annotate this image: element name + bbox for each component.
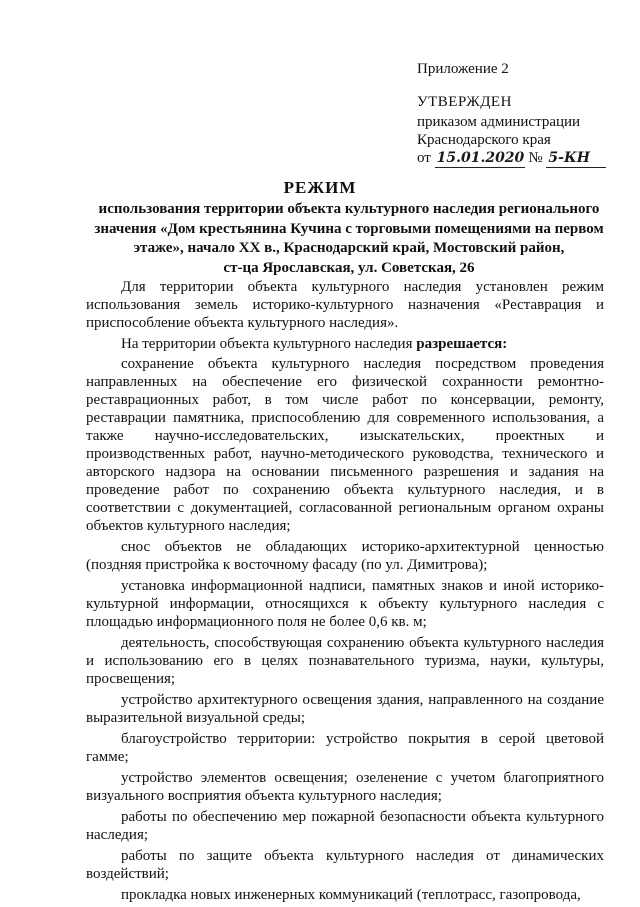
list-item: сохранение объекта культурного наследия посредством проведения направленных на обеспечение его физической сохранности ремонтно-реставрационных работ, в том числе работ по консервации, ремонту, реставрации памятника, приспособлению для современного использования, а также научно-исследовательских, изыскательских, проектных и производственных работ, научно-методического руководства, технического и авторского надзора на основании письменного разрешения и задания на проведение работ по сохранению объекта культурного наследия, и в соответствии с документацией, согласованной региональным органом охраны объектов культурного наследия; <box>86 356 604 534</box>
list-item: прокладка новых инженерных коммуникаций (теплотрасс, газопровода, <box>121 887 581 903</box>
list-item: установка информационной надписи, памятных знаков и иной историко-культурной информации, относящихся к объекту культурного наследия с площадью информационного поля не более 0,6 кв. м; <box>86 578 604 630</box>
subtitle-line: этаже», начало XX в., Краснодарский край, Мостовский район, <box>133 240 565 256</box>
allowed-heading: На территории объекта культурного наследия разрешается: <box>121 336 508 352</box>
list-item: устройство элементов освещения; озеленение с учетом благоприятного визуального восприятия объекта культурного наследия; <box>86 770 604 804</box>
approved-by-line: приказом администрации <box>417 114 581 130</box>
date-prefix: от <box>417 150 431 166</box>
subtitle-line: значения «Дом крестьянина Кучина с торговыми помещениями на первом <box>94 220 604 237</box>
list-item: снос объектов не обладающих историко-архитектурной ценностью (поздняя пристройка к восточному фасаду (по ул. Димитрова); <box>86 539 604 573</box>
appendix-label: Приложение 2 <box>417 61 509 77</box>
document-title: РЕЖИМ <box>283 178 357 197</box>
subtitle-line: использования территории объекта культурного наследия регионального <box>98 201 600 217</box>
subtitle-line: ст-ца Ярославская, ул. Советская, 26 <box>223 259 475 276</box>
list-item: благоустройство территории: устройство покрытия в серой цветовой гамме; <box>86 731 604 765</box>
list-item: устройство архитектурного освещения здания, направленного на создание выразительной визуальной среды; <box>86 692 604 726</box>
intro-paragraph: Для территории объекта культурного наследия установлен режим использования земель историко-культурного назначения «Реставрация и приспособление объекта культурного наследия». <box>86 279 604 331</box>
order-date: 15.01.2020 <box>436 150 525 166</box>
approved-label: УТВЕРЖДЕН <box>417 94 512 110</box>
list-item: работы по обеспечению мер пожарной безопасности объекта культурного наследия; <box>86 809 604 843</box>
list-item: деятельность, способствующая сохранению объекта культурного наследия и использованию его в целях познавательного туризма, науки, культуры, просвещения; <box>86 635 604 687</box>
number-prefix: № <box>528 150 543 166</box>
document-subtitle <box>86 200 612 278</box>
approved-region-line: Краснодарского края <box>417 132 551 148</box>
order-number: 5-КН <box>546 149 606 168</box>
list-item: работы по защите объекта культурного наследия от динамических воздействий; <box>86 848 604 882</box>
document-body <box>86 278 604 907</box>
order-date-number-line <box>417 149 606 168</box>
